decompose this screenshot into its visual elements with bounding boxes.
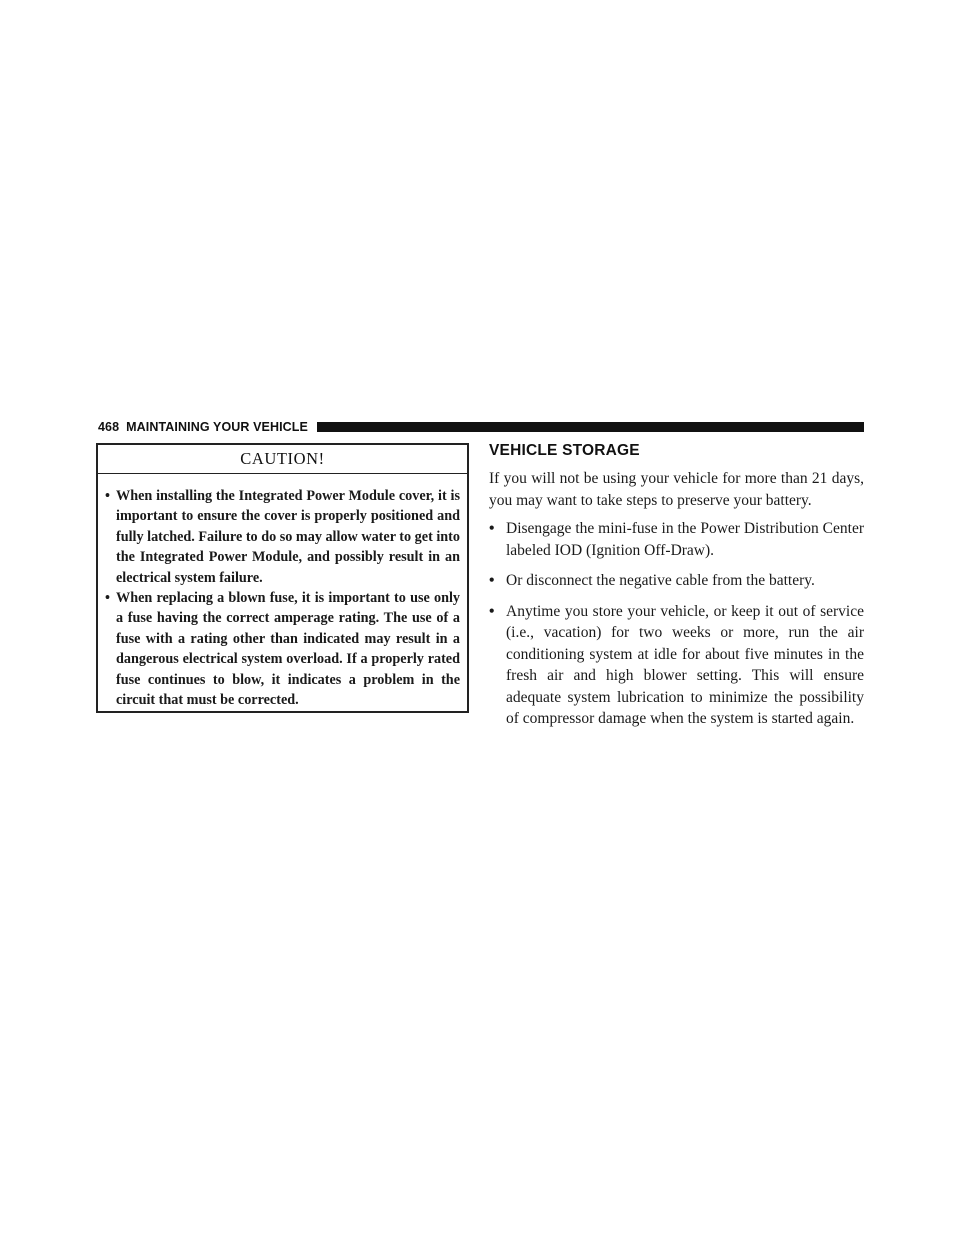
header-rule-bar <box>317 422 864 432</box>
caution-item <box>105 486 460 588</box>
bullet-icon: • <box>489 602 495 620</box>
vehicle-storage-section <box>489 440 864 739</box>
list-item <box>489 518 864 561</box>
bullet-icon: • <box>105 488 110 504</box>
list-item <box>489 601 864 730</box>
bullet-icon: • <box>105 590 110 607</box>
caution-title: CAUTION! <box>98 445 467 474</box>
list-item-text: Anytime you store your vehicle, or keep it out of service (i.e., vacation) for two weeks or more, run the air conditioning system at idle for about five minutes in the fresh air and high blower setting. This will ensure adequate system lubrication to minimize the possibility of compressor damage when the system is started again. <box>506 602 864 727</box>
storage-steps-list <box>489 518 864 730</box>
section-heading: VEHICLE STORAGE <box>489 442 640 459</box>
caution-box <box>96 443 469 713</box>
list-item <box>489 570 864 592</box>
caution-item-text: When replacing a blown fuse, it is important to use only a fuse having the correct amperage rating. The use of a fuse with a rating other than indicated may result in a dangerous electrical system overload. If a properly rated fuse continues to blow, it indicates a problem in the circuit that must be corrected. <box>116 590 460 709</box>
caution-list <box>98 474 467 710</box>
bullet-icon: • <box>489 572 495 589</box>
page-header <box>98 419 864 435</box>
bullet-icon: • <box>489 520 495 537</box>
page-number: 468 <box>98 420 120 434</box>
caution-item-text: When installing the Integrated Power Module cover, it is important to ensure the cover is properly positioned and fully latched. Failure to do so may allow water to get into the Integrated Power Module, and possibly result in an electrical system failure. <box>116 488 460 586</box>
list-item-text: Disengage the mini-fuse in the Power Distribution Center labeled IOD (Ignition Off-Draw). <box>506 520 864 559</box>
intro-paragraph: If you will not be using your vehicle for more than 21 days, you may want to take steps to preserve your battery. <box>489 470 864 509</box>
caution-item <box>105 588 460 710</box>
list-item-text: Or disconnect the negative cable from the battery. <box>506 572 815 589</box>
section-header-title: MAINTAINING YOUR VEHICLE <box>126 420 308 434</box>
